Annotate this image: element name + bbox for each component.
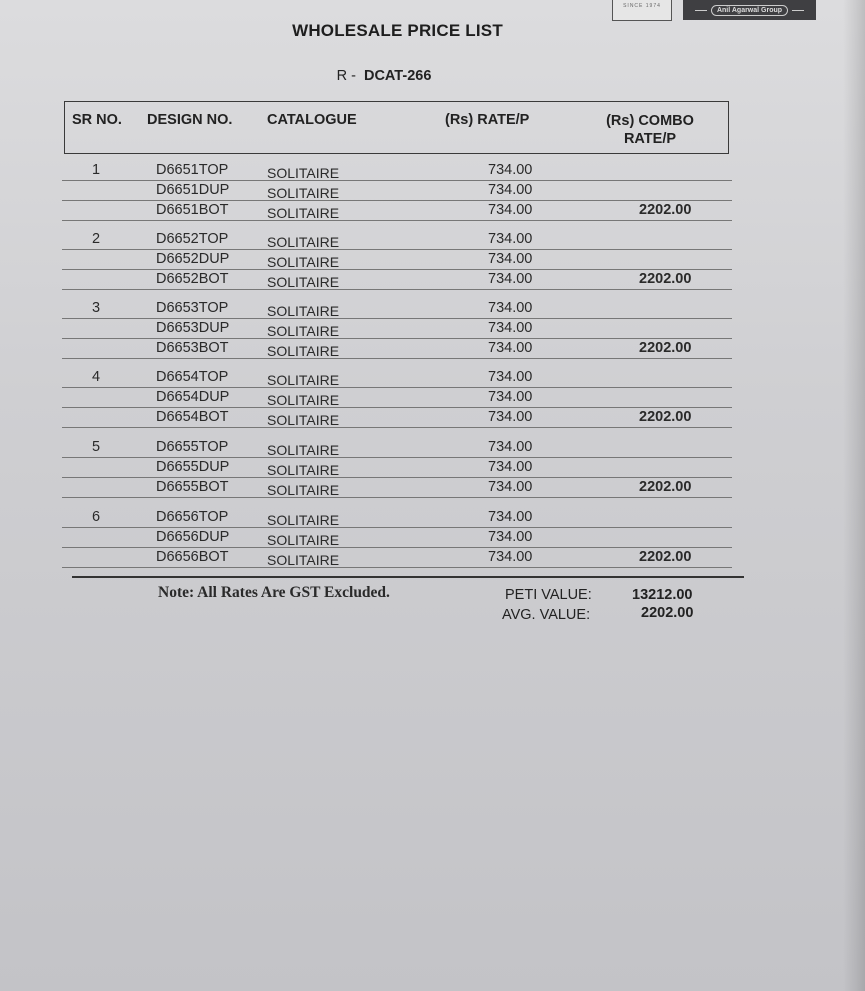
- table-row: [62, 477, 732, 498]
- table-row: [62, 437, 732, 458]
- badge-dash-left: [695, 10, 707, 11]
- table-row: [62, 200, 732, 221]
- badge-dash-right: [792, 10, 804, 11]
- catalogue-cell: SOLITAIRE: [267, 552, 340, 568]
- table-row: [62, 367, 732, 388]
- design-cell: D6651DUP: [156, 182, 230, 198]
- catalogue-cell: SOLITAIRE: [267, 482, 340, 498]
- design-cell: D6654DUP: [156, 389, 230, 405]
- design-cell: D6651BOT: [156, 202, 229, 218]
- table-row: [62, 527, 732, 548]
- sr-cell: 2: [92, 231, 101, 247]
- design-cell: D6652BOT: [156, 271, 229, 287]
- table-row: [62, 407, 732, 428]
- combo-rate-cell: 2202.00: [639, 479, 692, 495]
- catalogue-cell: SOLITAIRE: [267, 372, 340, 388]
- catalogue-cell: SOLITAIRE: [267, 303, 340, 319]
- combo-rate-cell: 2202.00: [639, 271, 692, 287]
- rate-cell: 734.00: [488, 389, 533, 405]
- catalogue-cell: SOLITAIRE: [267, 442, 340, 458]
- catalogue-cell: SOLITAIRE: [267, 274, 340, 290]
- col-rate: (Rs) RATE/P: [445, 112, 530, 128]
- catalogue-cell: SOLITAIRE: [267, 343, 340, 359]
- design-cell: D6655DUP: [156, 459, 230, 475]
- catalogue-cell: SOLITAIRE: [267, 392, 340, 408]
- table-row: [62, 318, 732, 339]
- combo-rate-cell: 2202.00: [639, 409, 692, 425]
- rate-cell: 734.00: [488, 340, 533, 356]
- combo-rate-cell: 2202.00: [639, 202, 692, 218]
- catalogue-cell: SOLITAIRE: [267, 462, 340, 478]
- brand-badge: [683, 0, 816, 20]
- table-end-rule: [72, 576, 744, 578]
- page-edge-shadow: [843, 0, 865, 991]
- rate-cell: 734.00: [488, 162, 533, 178]
- table-row: [62, 269, 732, 290]
- catalogue-cell: SOLITAIRE: [267, 323, 340, 339]
- peti-value: 13212.00: [632, 587, 693, 603]
- rate-cell: 734.00: [488, 529, 533, 545]
- design-cell: D6653DUP: [156, 320, 230, 336]
- combo-rate-cell: 2202.00: [639, 549, 692, 565]
- design-cell: D6652DUP: [156, 251, 230, 267]
- rate-cell: 734.00: [488, 320, 533, 336]
- design-cell: D6656DUP: [156, 529, 230, 545]
- design-cell: D6653BOT: [156, 340, 229, 356]
- catalogue-cell: SOLITAIRE: [267, 254, 340, 270]
- rate-cell: 734.00: [488, 271, 533, 287]
- ref-prefix: R -: [336, 68, 356, 84]
- rate-cell: 734.00: [488, 231, 533, 247]
- peti-value-label: PETI VALUE:: [505, 587, 592, 603]
- col-combo: (Rs) COMBO RATE/P: [606, 113, 694, 147]
- sr-cell: 6: [92, 509, 101, 525]
- avg-value: 2202.00: [641, 605, 694, 621]
- sr-cell: 3: [92, 300, 101, 316]
- rate-cell: 734.00: [488, 202, 533, 218]
- rate-cell: 734.00: [488, 549, 533, 565]
- design-cell: D6652TOP: [156, 231, 229, 247]
- design-cell: D6656TOP: [156, 509, 229, 525]
- sr-cell: 4: [92, 369, 101, 385]
- avg-value-label: AVG. VALUE:: [502, 607, 591, 623]
- document-title: WHOLESALE PRICE LIST: [292, 21, 503, 40]
- table-row: [62, 298, 732, 319]
- group-name: Anil Agarwal Group: [711, 5, 788, 16]
- table-row: [62, 229, 732, 250]
- sr-cell: 1: [92, 162, 101, 178]
- rate-cell: 734.00: [488, 300, 533, 316]
- rate-cell: 734.00: [488, 251, 533, 267]
- table-row: [62, 160, 732, 181]
- rate-cell: 734.00: [488, 439, 533, 455]
- catalogue-cell: SOLITAIRE: [267, 532, 340, 548]
- catalogue-cell: SOLITAIRE: [267, 205, 340, 221]
- catalogue-cell: SOLITAIRE: [267, 234, 340, 250]
- design-cell: D6655TOP: [156, 439, 229, 455]
- design-cell: D6655BOT: [156, 479, 229, 495]
- table-row: [62, 507, 732, 528]
- combo-rate-cell: 2202.00: [639, 340, 692, 356]
- design-cell: D6654TOP: [156, 369, 229, 385]
- catalogue-cell: SOLITAIRE: [267, 512, 340, 528]
- ref-code: DCAT-266: [363, 68, 432, 84]
- catalogue-ref: [0, 68, 768, 84]
- table-row: [62, 387, 732, 408]
- catalogue-cell: SOLITAIRE: [267, 165, 340, 181]
- rate-cell: 734.00: [488, 509, 533, 525]
- col-design: DESIGN NO.: [147, 112, 233, 128]
- design-cell: D6651TOP: [156, 162, 229, 178]
- col-sr: SR NO.: [72, 112, 122, 128]
- since-text: SINCE 1974: [623, 3, 661, 9]
- design-cell: D6653TOP: [156, 300, 229, 316]
- catalogue-cell: SOLITAIRE: [267, 185, 340, 201]
- table-row: [62, 180, 732, 201]
- table-row: [62, 457, 732, 478]
- table-header: [64, 101, 729, 154]
- rate-cell: 734.00: [488, 369, 533, 385]
- col-catalogue: CATALOGUE: [267, 112, 357, 128]
- design-cell: D6656BOT: [156, 549, 229, 565]
- gst-note: Note: All Rates Are GST Excluded.: [158, 584, 390, 601]
- design-cell: D6654BOT: [156, 409, 229, 425]
- rate-cell: 734.00: [488, 409, 533, 425]
- table-row: [62, 338, 732, 359]
- table-row: [62, 249, 732, 270]
- catalogue-cell: SOLITAIRE: [267, 412, 340, 428]
- rate-cell: 734.00: [488, 479, 533, 495]
- brand-logo: [612, 0, 672, 21]
- sr-cell: 5: [92, 439, 101, 455]
- rate-cell: 734.00: [488, 182, 533, 198]
- rate-cell: 734.00: [488, 459, 533, 475]
- table-row: [62, 547, 732, 568]
